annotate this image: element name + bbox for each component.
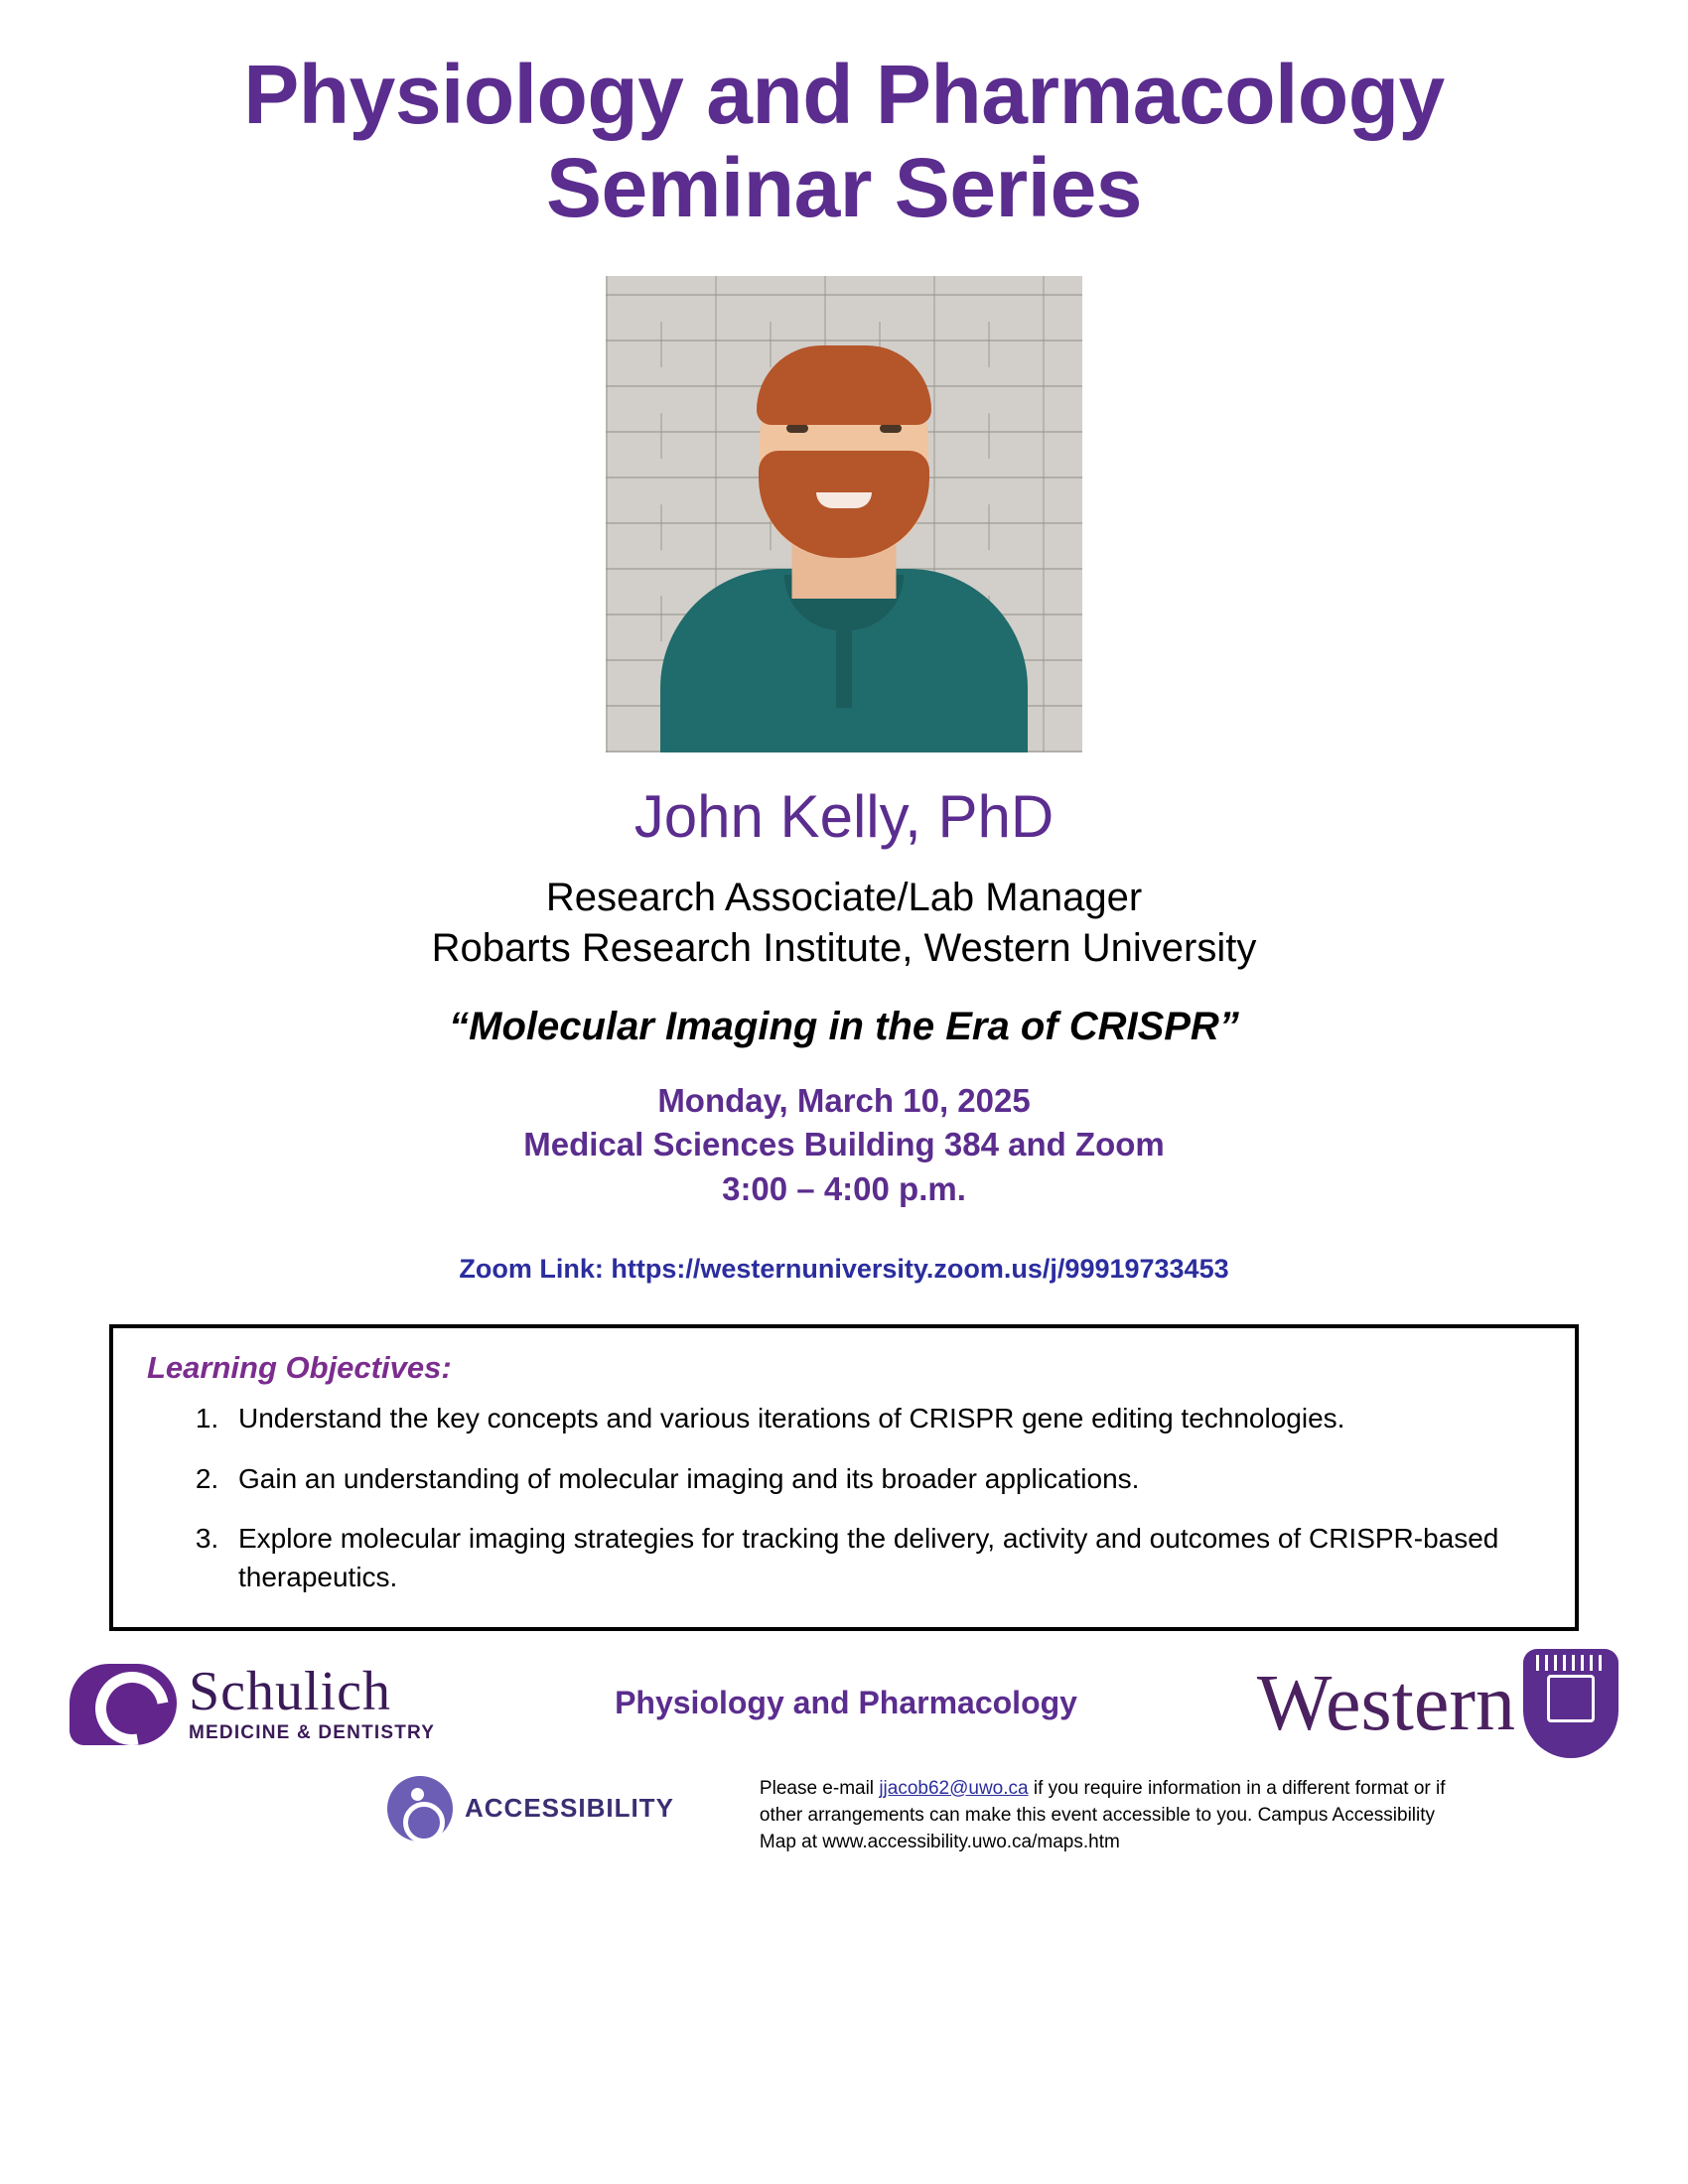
- accessibility-row: [60, 1776, 1628, 1856]
- right-eye: [880, 424, 902, 433]
- list-item: 1. Understand the key concepts and various iterations of CRISPR gene editing technologies.: [226, 1400, 1541, 1438]
- list-item: 2. Gain an understanding of molecular imaging and its broader applications.: [226, 1460, 1541, 1499]
- learning-objectives-heading: Learning Objectives:: [147, 1350, 452, 1386]
- wheelchair-icon: [387, 1776, 453, 1842]
- western-logo: [1257, 1649, 1618, 1758]
- accessibility-email-link[interactable]: jjacob62@uwo.ca: [879, 1777, 1029, 1799]
- speaker-affiliation: [60, 873, 1628, 974]
- hair: [757, 345, 931, 425]
- schulich-name: Schulich: [189, 1661, 391, 1723]
- western-shield-icon: [1523, 1649, 1618, 1758]
- schulich-subtitle: MEDICINE & DENTISTRY: [189, 1722, 436, 1744]
- accessibility-label: ACCESSIBILITY: [465, 1793, 674, 1824]
- schulich-swirl-icon: [70, 1658, 179, 1749]
- footer: [60, 1649, 1628, 1907]
- event-details: [60, 1079, 1628, 1213]
- schulich-logo: [70, 1658, 435, 1749]
- event-location: Medical Sciences Building 384 and Zoom: [523, 1126, 1165, 1163]
- accessibility-note-part-1: Please e-mail: [759, 1777, 880, 1799]
- accessibility-note: [760, 1776, 1455, 1856]
- speaker-role-line-1: Research Associate/Lab Manager: [545, 876, 1143, 920]
- portrait-container: [60, 276, 1628, 752]
- schulich-wordmark: [189, 1661, 436, 1744]
- title-line-2: Seminar Series: [545, 141, 1143, 235]
- speaker-name: John Kelly, PhD: [633, 783, 1055, 851]
- talk-title: “Molecular Imaging in the Era of CRISPR”: [449, 1004, 1239, 1048]
- learning-objectives-box: [109, 1324, 1579, 1631]
- logo-row: [60, 1649, 1628, 1758]
- page-title: [60, 0, 1628, 234]
- speaker-photo: [606, 276, 1082, 752]
- smile: [816, 492, 872, 508]
- speaker-role-line-2: Robarts Research Institute, Western University: [431, 926, 1257, 971]
- western-wordmark: Western: [1256, 1659, 1515, 1747]
- accessibility-badge: [387, 1776, 674, 1842]
- left-eye: [786, 424, 808, 433]
- accessibility-note-part-2: if you require information in a different format or if other arrangements can make this event accessible to you. Campus Accessibility Map at www.accessibility.uwo.ca/maps.htm: [759, 1777, 1446, 1852]
- event-time: 3:00 – 4:00 p.m.: [722, 1170, 966, 1208]
- list-item: 3. Explore molecular imaging strategies for tracking the delivery, activity and outcomes of CRISPR-based therapeutics.: [226, 1520, 1541, 1596]
- speaker-figure: [606, 276, 1082, 752]
- zoom-link[interactable]: Zoom Link: https://westernuniversity.zoom.us/j/99919733453: [459, 1254, 1229, 1285]
- learning-objectives-list: [147, 1400, 1541, 1597]
- department-name: Physiology and Pharmacology: [615, 1685, 1077, 1721]
- event-date: Monday, March 10, 2025: [657, 1081, 1031, 1119]
- title-line-1: Physiology and Pharmacology: [243, 48, 1445, 141]
